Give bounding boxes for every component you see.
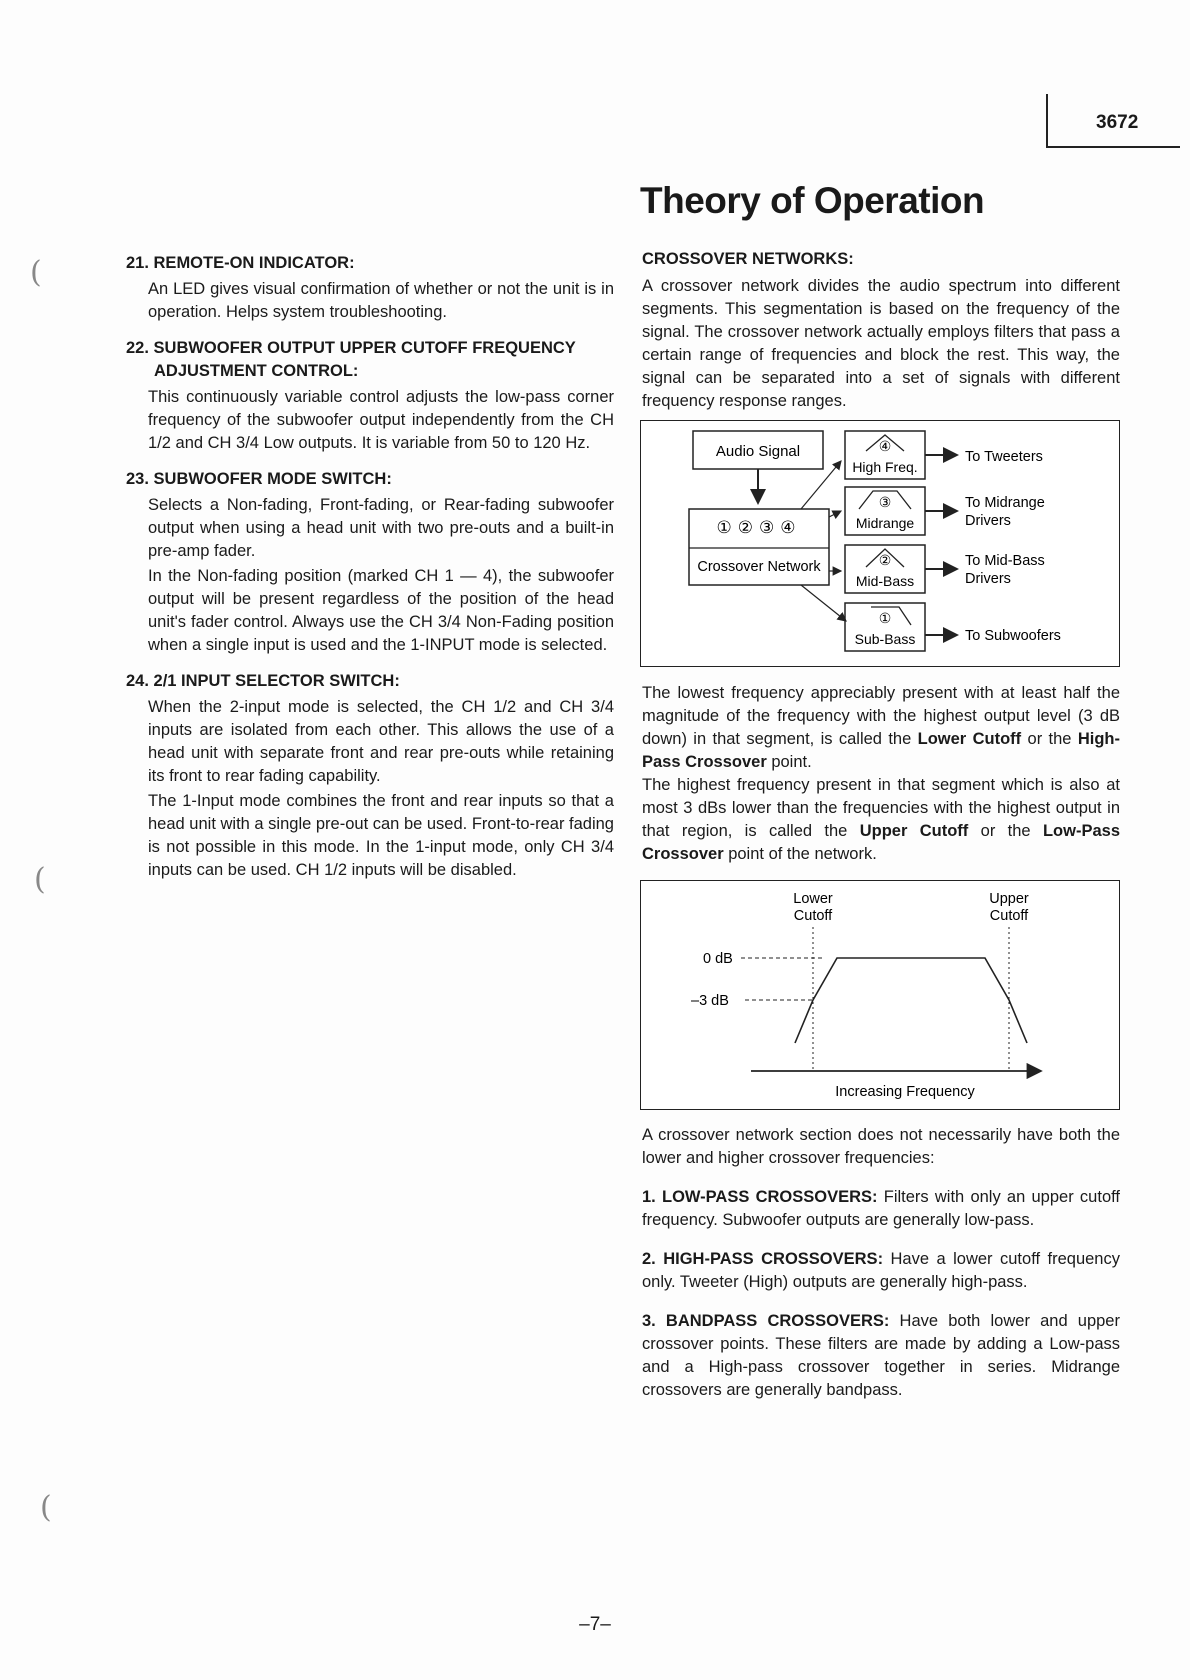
margin-bracket-mark: ( [34, 862, 46, 897]
band-destination: To Subwoofers [965, 628, 1061, 644]
band-name: Mid-Bass [855, 573, 915, 589]
item-title: 24. 2/1 INPUT SELECTOR SWITCH: [126, 672, 400, 690]
crossover-block-diagram [640, 420, 1120, 667]
frequency-axis-label: Increasing Frequency [835, 1084, 975, 1100]
response-diagram-svg [641, 881, 1119, 1109]
type-label: 2. HIGH-PASS CROSSOVERS: [642, 1250, 884, 1268]
lower-cutoff-paragraph: The lowest frequency appreciably present with at least half the magnitude of the frequency with the highest output level (3 dB down) in that segment, is called the Lower Cutoff or the High-Pass Crossover point. [642, 684, 1120, 771]
item-title: 23. SUBWOOFER MODE SWITCH: [126, 470, 392, 488]
band-midrange [845, 487, 1045, 535]
band-symbol: ② [878, 552, 892, 568]
high-pass-term: High-Pass Crossover [642, 730, 1120, 771]
left-column [126, 252, 614, 895]
crossover-diagram-svg [641, 421, 1119, 666]
band-symbol: ① [878, 610, 892, 626]
band-name: Sub-Bass [854, 631, 916, 647]
band-destination-line2: Drivers [965, 571, 1011, 587]
lower-cutoff-label: Lower [793, 891, 833, 907]
item-title: 21. REMOTE-ON INDICATOR: [126, 254, 355, 272]
band-sub-bass [845, 603, 1061, 651]
right-column-intro [642, 248, 1120, 413]
margin-bracket-mark: ( [40, 1490, 52, 1525]
band-name: Midrange [855, 515, 915, 531]
zero-db-label: 0 dB [703, 951, 733, 967]
band-link-line [801, 461, 841, 509]
lower-cutoff-term: Lower Cutoff [917, 730, 1022, 748]
item-subwoofer-cutoff [126, 337, 614, 455]
band-symbol: ③ [878, 494, 892, 510]
item-paragraph: In the Non-fading position (marked CH 1 — 4), the subwoofer output will be present regardless of the position of the head unit's fader control. Always use the CH 3/4 Non-Fading position when a single input is used and the 1-INPUT mode is selected. [148, 567, 614, 654]
crossover-heading: CROSSOVER NETWORKS: [642, 250, 854, 268]
low-pass-term: Low-Pass Crossover [642, 822, 1120, 863]
type-high-pass: 2. HIGH-PASS CROSSOVERS: Have a lower cutoff frequency only. Tweeter (High) outputs are generally high-pass. [642, 1250, 1120, 1291]
band-destination: To Tweeters [965, 449, 1043, 465]
type-bandpass: 3. BANDPASS CROSSOVERS: Have both lower and upper crossover points. These filters are made by adding a Low-pass and a High-pass crossover together in series. Midrange crossovers are generally bandpass. [642, 1312, 1120, 1399]
band-name: High Freq. [852, 459, 918, 475]
crossover-intro: A crossover network divides the audio spectrum into different segments. This segmentation is based on the frequency of the signal. The crossover network actually employs filters that pass a certain range of frequencies and block the rest. This way, the signal can be separated into a set of signals with different frequency response ranges. [642, 277, 1120, 410]
item-paragraph: Selects a Non-fading, Front-fading, or Rear-fading subwoofer output when using a head unit with two pre-outs and a built-in pre-amp fader. [148, 496, 614, 560]
page-number: –7– [579, 1614, 611, 1635]
item-title: 22. SUBWOOFER OUTPUT UPPER CUTOFF FREQUENCY ADJUSTMENT CONTROL: [126, 339, 576, 380]
model-number: 3672 [1096, 112, 1139, 133]
type-label: 3. BANDPASS CROSSOVERS: [642, 1312, 890, 1330]
band-link-line [801, 585, 846, 621]
margin-bracket-mark: ( [30, 255, 42, 290]
lower-cutoff-label-2: Cutoff [793, 908, 833, 924]
type-label: 1. LOW-PASS CROSSOVERS: [642, 1188, 878, 1206]
band-destination: To Midrange [965, 495, 1045, 511]
item-paragraph: The 1-Input mode combines the front and rear inputs so that a head unit with a single pre-out can be used. Front-to-rear fading is not possible in this mode. In the 1-input mode, only CH 3/4 inputs can be used. CH 1/2 inputs will be disabled. [148, 792, 614, 879]
band-link-line [829, 511, 841, 517]
audio-signal-label: Audio Signal [715, 443, 801, 460]
band-mid-bass [845, 545, 1045, 593]
item-subwoofer-mode [126, 468, 614, 657]
band-destination-line2: Drivers [965, 513, 1011, 529]
band-symbol: ④ [878, 438, 892, 454]
channel-symbols: ①②③④ [716, 518, 802, 537]
page-title: Theory of Operation [640, 180, 985, 221]
band-destination: To Mid-Bass [965, 553, 1045, 569]
item-remote-on [126, 252, 614, 324]
section-note: A crossover network section does not necessarily have both the lower and higher crossover frequencies: [642, 1126, 1120, 1167]
crossover-types [642, 1124, 1120, 1402]
upper-cutoff-paragraph: The highest frequency present in that segment which is also at most 3 dBs lower than the frequencies with the highest output in that region, is called the Upper Cutoff or the Low-Pass Crossover point of the network. [642, 776, 1120, 863]
item-paragraph: This continuously variable control adjusts the low-pass corner frequency of the subwoofer output independently from the CH 1/2 and CH 3/4 Low outputs. It is variable from 50 to 120 Hz. [148, 388, 614, 452]
crossover-network-label: Crossover Network [697, 559, 821, 575]
response-curve [795, 958, 1027, 1043]
item-input-selector [126, 670, 614, 882]
frequency-response-diagram [640, 880, 1120, 1110]
upper-cutoff-label: Upper [989, 891, 1029, 907]
item-paragraph: An LED gives visual confirmation of whether or not the unit is in operation. Helps system troubleshooting. [148, 280, 614, 321]
minus3-db-label: –3 dB [691, 993, 729, 1009]
item-paragraph: When the 2-input mode is selected, the CH 1/2 and CH 3/4 inputs are isolated from each other. This allows the use of a head unit with separate front and rear pre-outs while retaining its front to rear fading capability. [148, 698, 614, 785]
type-low-pass: 1. LOW-PASS CROSSOVERS: Filters with only an upper cutoff frequency. Subwoofer outputs are generally low-pass. [642, 1188, 1120, 1229]
cutoff-explanations [642, 682, 1120, 866]
upper-cutoff-label-2: Cutoff [989, 908, 1029, 924]
band-high-freq [845, 431, 1043, 479]
upper-cutoff-term: Upper Cutoff [859, 822, 969, 840]
